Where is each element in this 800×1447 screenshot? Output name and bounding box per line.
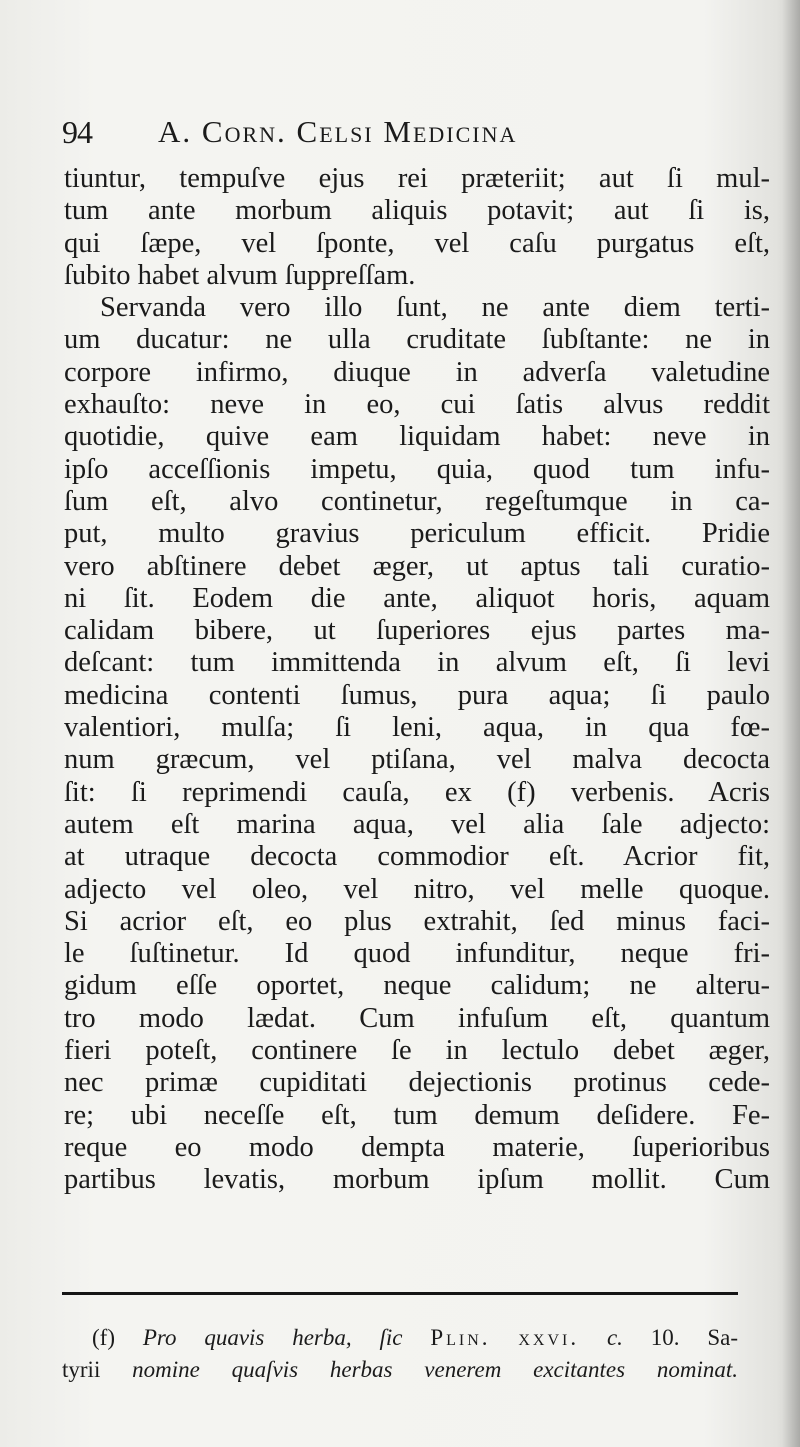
text-line: exhauſto: neve in eo, cui ſatis alvus reddit	[64, 389, 770, 421]
footnote-author: Plin.	[430, 1325, 491, 1350]
text-line: ſubito habet alvum ſuppreſſam.	[64, 259, 416, 291]
footnote-chapter-abbrev: c.	[606, 1325, 623, 1350]
footnote-marker: (f)	[92, 1325, 115, 1350]
text-line: valentiori, mulſa; ſi leni, aqua, in qua fœ-	[64, 712, 770, 744]
text-line: at utraque decocta commodior eſt. Acrior fit,	[64, 841, 770, 873]
text-line: autem eſt marina aqua, vel alia ſale adjecto:	[64, 808, 770, 840]
body-text	[64, 163, 770, 1197]
text-line: ſit: ſi reprimendi cauſa, ex (f) verbenis. Acris	[64, 776, 770, 808]
text-line: ſum eſt, alvo continetur, regeſtumque in ca-	[64, 485, 770, 517]
text-line: deſcant: tum immittenda in alvum eſt, ſi levi	[64, 647, 770, 679]
text-line: partibus levatis, morbum ipſum mollit. Cum	[64, 1164, 770, 1196]
page-edge-shadow	[782, 0, 800, 1447]
footnote-reference: xxvi.	[518, 1325, 580, 1350]
page-header	[62, 110, 762, 156]
text-line: medicina contenti ſumus, pura aqua; ſi paulo	[64, 679, 770, 711]
text-line: qui ſæpe, vel ſponte, vel caſu purgatus eſt,	[64, 227, 770, 259]
text-line: ipſo acceſſionis impetu, quia, quod tum infu-	[64, 453, 770, 485]
footnote-rule	[62, 1292, 738, 1295]
text-line: vero abſtinere debet æger, ut aptus tali curatio-	[64, 550, 770, 582]
text-line: reque eo modo dempta materie, ſuperioribus	[64, 1131, 770, 1163]
text-line: quotidie, quive eam liquidam habet: neve in	[64, 421, 770, 453]
text-line: num græcum, vel ptiſana, vel malva decocta	[64, 744, 770, 776]
running-head: A. Corn. Celsi Medicina	[158, 114, 518, 149]
footnote	[62, 1322, 738, 1386]
text-line: corpore infirmo, diuque in adverſa valetudine	[64, 356, 770, 388]
text-line: Si acrior eſt, eo plus extrahit, ſed minus faci-	[64, 905, 770, 937]
text-line: um ducatur: ne ulla cruditate ſubſtante: ne in	[64, 324, 770, 356]
text-line: Servanda vero illo ſunt, ne ante diem terti-	[100, 292, 770, 324]
footnote-italic-text: nomine quaſvis herbas venerem excitantes nominat.	[132, 1357, 738, 1382]
text-line: tiuntur, tempuſve ejus rei præteriit; aut ſi mul-	[64, 163, 770, 194]
text-line: put, multo gravius periculum efficit. Pridie	[64, 518, 770, 550]
text-line: le ſuſtinetur. Id quod infunditur, neque fri-	[64, 938, 770, 970]
text-line: adjecto vel oleo, vel nitro, vel melle quoque.	[64, 873, 770, 905]
footnote-italic-text: ſic	[379, 1325, 403, 1350]
footnote-text: 10. Sa-	[650, 1325, 739, 1350]
page-number: 94	[62, 114, 92, 150]
footnote-line	[62, 1354, 738, 1386]
text-line: tro modo lædat. Cum infuſum eſt, quantum	[64, 1002, 770, 1034]
footnote-italic-text: Pro quavis herba,	[142, 1325, 352, 1350]
text-line: ni ſit. Eodem die ante, aliquot horis, aquam	[64, 582, 770, 614]
text-line: calidam bibere, ut ſuperiores ejus partes ma-	[64, 615, 770, 647]
text-line: gidum eſſe oportet, neque calidum; ne alteru-	[64, 970, 770, 1002]
footnote-line	[62, 1322, 738, 1354]
footnote-text: tyrii	[62, 1357, 101, 1382]
text-line: fieri poteſt, continere ſe in lectulo debet æger,	[64, 1035, 770, 1067]
text-line: re; ubi neceſſe eſt, tum demum deſidere. Fe-	[64, 1099, 770, 1131]
text-line: nec primæ cupiditati dejectionis protinus cede-	[64, 1067, 770, 1099]
text-line: tum ante morbum aliquis potavit; aut ſi is,	[64, 195, 770, 227]
